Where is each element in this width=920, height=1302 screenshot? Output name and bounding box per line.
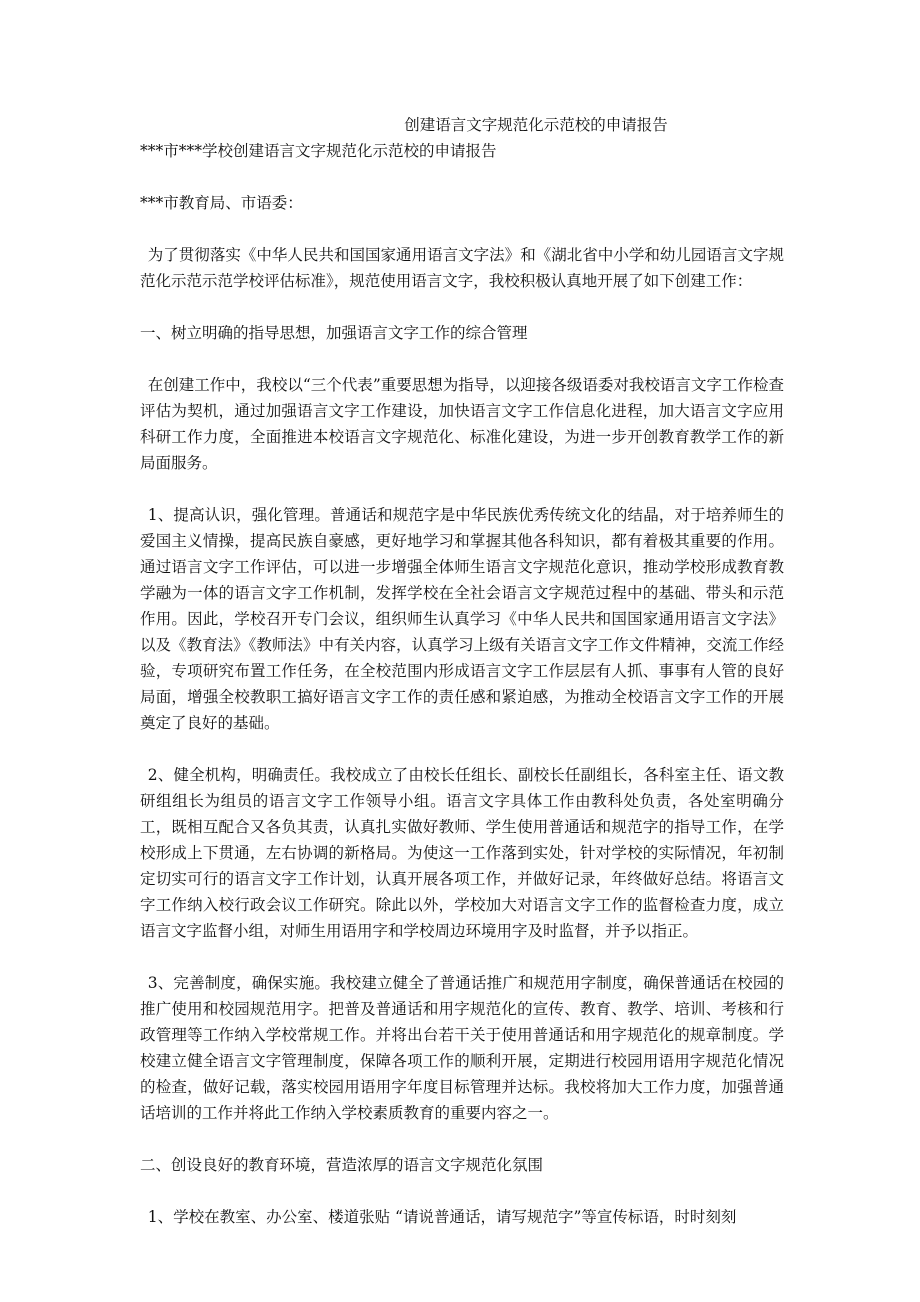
intro-paragraph: 为了贯彻落实《中华人民共和国国家通用语言文字法》和《湖北省中小学和幼儿园语言文字规范化示范示范学校评估标准》，规范使用语言文字，我校积极认真地开展了如下创建工作： [140, 246, 784, 290]
section-1-item-1-paragraph: 1、提高认识，强化管理。普通话和规范字是中华民族优秀传统文化的结晶，对于培养师生的爱国主义情操，提高民族自豪感，更好地学习和掌握其他各科知识，都有着极其重要的作用。通过语言文字工作评估，可以进一步增强全体师生语言文字规范化意识，推动学校形成教育教学融为一体的语言文字工作机制，发挥学校在全社会语言文字规范过程中的基础、带头和示范作用。因此，学校召开专门会议，组织师生认真学习《中华人民共和国国家通用语言文字法》以及《教育法》《教师法》中有关内容，认真学习上级有关语言文字工作文件精神，交流工作经验，专项研究布置工作任务，在全校范围内形成语言文字工作层层有人抓、事事有人管的良好局面，增强全校教职工搞好语言文字工作的责任感和紧迫感，为推动全校语言文字工作的开展奠定了良好的基础。 [140, 506, 784, 732]
section-1-item-3-paragraph: 3、完善制度，确保实施。我校建立健全了普通话推广和规范用字制度，确保普通话在校园的推广使用和校园规范用字。把普及普通话和用字规范化的宣传、教育、教学、培训、考核和行政管理等工作纳入学校常规工作。并将出台若干关于使用普通话和用字规范化的规章制度。学校建立健全语言文字管理制度，保障各项工作的顺利开展，定期进行校园用语用字规范化情况的检查，做好记载，落实校园用语用字年度目标管理并达标。我校将加大工作力度，加强普通话培训的工作并将此工作纳入学校素质教育的重要内容之一。 [140, 974, 784, 1122]
blank-line [140, 294, 784, 320]
blank-line [140, 216, 784, 242]
blank-line [140, 1178, 784, 1204]
blank-line [140, 1126, 784, 1152]
section-1-item-2-paragraph: 2、健全机构，明确责任。我校成立了由校长任组长、副校长任副组长，各科室主任、语文教研组组长为组员的语言文字工作领导小组。语言文字具体工作由教科处负责，各处室明确分工，既相互配合又各负其责，认真扎实做好教师、学生使用普通话和规范字的指导工作，在学校形成上下贯通，左右协调的新格局。为使这一工作落到实处，针对学校的实际情况，年初制定切实可行的语言文字工作计划，认真开展各项工作，并做好记录，年终做好总结。将语言文字工作纳入校行政会议工作研究。除此以外，学校加大对语言文字工作的监督检查力度，成立语言文字监督小组，对师生用语用字和学校周边环境用字及时监督，并予以指正。 [140, 766, 784, 940]
document-page [140, 112, 784, 1230]
blank-line [140, 164, 784, 190]
blank-line [140, 944, 784, 970]
addressee: ***市教育局、市语委： [140, 194, 303, 212]
document-subtitle: ***市***学校创建语言文字规范化示范校的申请报告 [140, 142, 497, 160]
section-1-heading: 一、树立明确的指导思想，加强语言文字工作的综合管理 [140, 324, 528, 342]
section-2-heading: 二、创设良好的教育环境，营造浓厚的语言文字规范化氛围 [140, 1156, 544, 1174]
section-1-intro-paragraph: 在创建工作中，我校以“三个代表”重要思想为指导，以迎接各级语委对我校语言文字工作检查评估为契机，通过加强语言文字工作建设，加快语言文字工作信息化进程，加大语言文字应用科研工作力度，全面推进本校语言文字规范化、标准化建设，为进一步开创教育教学工作的新局面服务。 [140, 376, 784, 472]
document-title: 创建语言文字规范化示范校的申请报告 [404, 116, 668, 134]
blank-line [140, 736, 784, 762]
blank-line [140, 476, 784, 502]
blank-line [140, 346, 784, 372]
section-2-item-1-paragraph: 1、学校在教室、办公室、楼道张贴 “请说普通话，请写规范字”等宣传标语，时时刻刻 [147, 1208, 737, 1226]
